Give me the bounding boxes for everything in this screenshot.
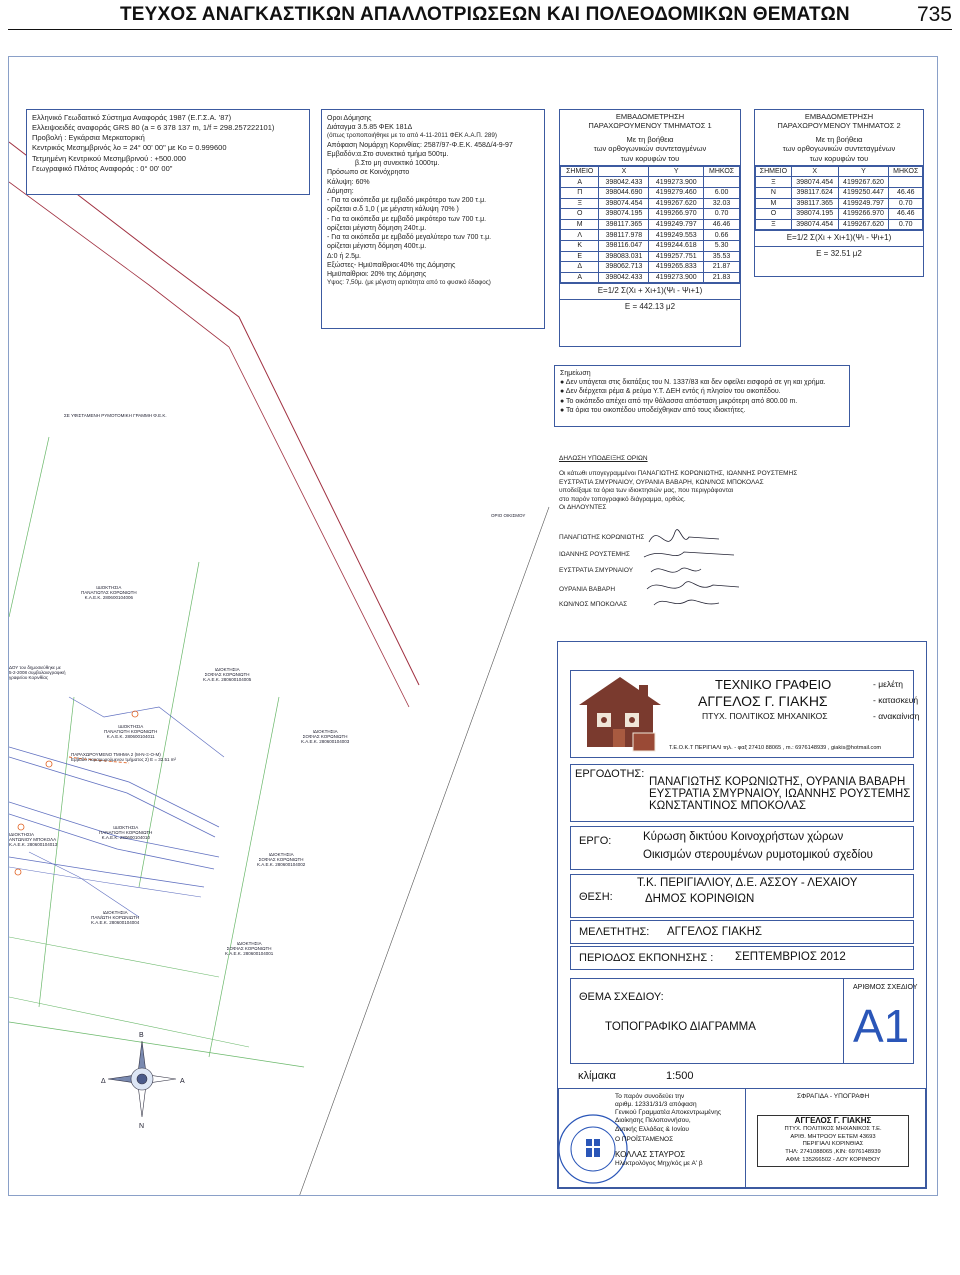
table-cell: 398074.454 xyxy=(599,198,649,209)
scale-label: κλίμακα xyxy=(578,1070,616,1082)
note-item: ● Δεν διέρχεται ρέμα & ρεύμα Υ.Τ. ΔΕΗ εντός ή πλησίον του οικοπέδου. xyxy=(560,388,781,396)
title-block xyxy=(557,641,927,1189)
table-cell: 398074.195 xyxy=(791,209,838,220)
table-row xyxy=(756,198,923,209)
engineer-row: ΜΕΛΕΤΗΤΗΣ: ΑΓΓΕΛΟΣ ΓΙΑΚΗΣ xyxy=(570,920,914,944)
compass-letter-s: Ν xyxy=(139,1123,145,1130)
boundary-label: ΣΕ ΥΦΙΣΤΑΜΕΝΗ ΡΥΜΟΤΟΜΙΚΗ ΓΡΑΜΜΗ Φ.Ε.Κ. xyxy=(64,413,167,418)
table-cell: 4199249.797 xyxy=(838,198,889,209)
table-cell: 398074.454 xyxy=(791,177,838,188)
geodetic-line: Κεντρικός Μεσημβρινός λο = 24° 00' 00" με Κο = 0.999600 xyxy=(32,143,227,153)
terms-line: - Για τα οικόπεδα με εμβαδό μικρότερο των 700 τ.μ. xyxy=(327,215,487,223)
terms-line: Εξώστες- Ημιϋπαίθριοι:40% της Δόμησης xyxy=(327,261,456,269)
table-row xyxy=(561,188,740,199)
road-line xyxy=(29,852,139,917)
drawing-subject: ΤΟΠΟΓΡΑΦΙΚΟ ΔΙΑΓΡΑΜΜΑ xyxy=(605,1021,756,1033)
parcel-label: ΙΔΙΟΚΤΗΣΙΑ ΣΟΦΙΑΣ ΚΟΡΩΝΙΩΤΗ Κ.Α.Ε.Κ. 280600104003 xyxy=(301,729,350,745)
parcel-line xyxy=(9,437,49,617)
table-row xyxy=(756,219,923,230)
terms-line: Κάλυψη: 60% xyxy=(327,178,370,186)
table-row xyxy=(756,209,923,220)
geodetic-line: Ελληνικό Γεωδαιτικό Σύστημα Αναφοράς 1987 (Ε.Γ.Σ.Α. '87) xyxy=(32,113,232,122)
coordinates-table-2: ΣΗΜΕΙΟ Χ Υ ΜΗΚΟΣ Ξ 398074.454 4199267.620 Ν 398117.624 4199250.447 46.46 Μ 398117.365 4199249.797 0.70 Ο 398074.195 4199266.970 46.46 Ξ 398074.454 4199267.620 0.70 xyxy=(755,166,923,231)
signatory: ΟΥΡΑΝΙΑ ΒΑΒΑΡΗ xyxy=(559,586,616,593)
table-cell: 398062.713 xyxy=(599,262,649,273)
signatory: ΚΩΝ/ΝΟΣ ΜΠΟΚΟΛΑΣ xyxy=(559,601,628,608)
area-result-2: Ε = 32.51 μ2 xyxy=(755,246,923,262)
table-cell: Κ xyxy=(561,241,599,252)
table-cell: 4199267.620 xyxy=(838,177,889,188)
terms-line: β.Στο μη συνεκτικό 1000τμ. xyxy=(355,160,440,168)
note-item: ● Τα όρια του οικοπέδου υποδείχθηκαν από τους ιδιοκτήτες. xyxy=(560,406,746,414)
declaration-line: υποδείξαμε τα όρια των ιδιοκτησιών μας, που περιγράφονται xyxy=(559,487,734,495)
table-cell: 0.70 xyxy=(704,209,740,220)
table-cell: Μ xyxy=(756,198,792,209)
period-row: ΠΕΡΙΟΔΟΣ ΕΚΠΟΝΗΣΗΣ : ΣΕΠΤΕΜΒΡΙΟΣ 2012 xyxy=(570,946,914,970)
terms-line: Υψος: 7,50μ. (με μέγιστη αρτιότητα από το φυσικό έδαφος) xyxy=(327,279,491,287)
location-line: Τ.Κ. ΠΕΡΙΓΙΑΛΙΟΥ, Δ.Ε. ΑΣΣΟΥ - ΛΕΧΑΙΟΥ xyxy=(637,877,858,889)
table-cell: 398117.365 xyxy=(791,198,838,209)
table-cell: Ν xyxy=(756,188,792,199)
parcel-label: ΙΔΙΟΚΤΗΣΙΑ ΣΟΦΙΑΣ ΚΟΡΩΝΙΩΤΗ Κ.Α.Ε.Κ. 280600104001 xyxy=(225,941,274,957)
geodetic-reference-box xyxy=(26,109,310,195)
location-row: ΘΕΣΗ: Τ.Κ. ΠΕΡΙΓΙΑΛΙΟΥ, Δ.Ε. ΑΣΣΟΥ - ΛΕΧΑΙΟΥ ΔΗΜΟΣ ΚΟΡΙΝΘΙΩΝ xyxy=(570,874,914,918)
parcel-line xyxy=(39,697,74,1007)
table-cell: 4199265.833 xyxy=(649,262,704,273)
engineer-stamp: ΑΓΓΕΛΟΣ Γ. ΓΙΑΚΗΣ ΠΤΥΧ. ΠΟΛΙΤΙΚΟΣ ΜΗΧΑΝΙΚΟΣ Τ.Ε. ΑΡΙΘ. ΜΗΤΡΩΟΥ ΕΕΤΕΜ 43693 ΠΕΡΙΓΙΑΛΙ ΚΟΡΙΝΘΙΑΣ ΤΗΛ: 2741088065 ,ΚΙΝ: 6976148939 ΑΦΜ: 135266502 - ΔΟΥ ΚΟΡΙΝΘΟΥ xyxy=(757,1115,909,1167)
table-cell: Α xyxy=(561,177,599,188)
table-row xyxy=(756,177,923,188)
table-cell xyxy=(704,177,740,188)
terms-line: Απόφαση Νομάρχη Κορινθίας: 2587/97-Φ.Ε.Κ. 458Δ/4-9-97 xyxy=(327,141,513,149)
table-cell: 4199266.970 xyxy=(649,209,704,220)
table-cell: Μ xyxy=(561,219,599,230)
signatory: ΕΥΣΤΡΑΤΙΑ ΣΜΥΡΝΑΙΟΥ xyxy=(559,567,634,574)
table-cell: Λ xyxy=(561,230,599,241)
service-item: - μελέτη xyxy=(873,679,904,689)
note-item: ● Δεν υπάγεται στις διατάξεις του Ν. 1337/83 και δεν οφείλει εισφορά σε γη και χρήμα. xyxy=(560,379,826,387)
employer-line: ΠΑΝΑΓΙΩΤΗΣ ΚΟΡΩΝΙΩΤΗΣ, ΟΥΡΑΝΙΑ ΒΑΒΑΡΗ xyxy=(649,776,906,788)
table-row xyxy=(756,188,923,199)
terms-line: Οροι Δόμησης xyxy=(327,115,372,122)
table-cell: 4199266.970 xyxy=(838,209,889,220)
table-cell: 398117.624 xyxy=(791,188,838,199)
terms-line: Διάταγμα 3.5.85 ΦΕΚ 181Δ xyxy=(327,124,413,132)
service-item: - κατασκευή xyxy=(873,695,919,705)
compass-letter-e: Α xyxy=(180,1078,185,1085)
table-cell: 398117.365 xyxy=(599,219,649,230)
parcel-label: ΙΔΙΟΚΤΗΣΙΑ ΣΟΦΙΑΣ ΚΟΡΩΝΙΩΤΗ Κ.Α.Ε.Κ. 280600104002 xyxy=(257,852,306,868)
segment-label: ΠΑΡΑΧΩΡΟΥΜΕΝΟ ΤΜΗΜΑ 2 (Μ-Ν-Ξ-Ο-Μ) Εμβαδό παραχωρούμενου τμήματος 2) Ε = 32.51 m² xyxy=(71,752,177,763)
area-table-2-title: ΕΜΒΑΔΟΜΕΤΡΗΣΗ ΠΑΡΑΧΩΡΟΥΜΕΝΟΥ ΤΜΗΜΑΤΟΣ 2 Με τη βοήθεια των ορθογωνικών συντεταγμένων των κορυφών του xyxy=(755,110,923,166)
table-cell: 46.46 xyxy=(889,209,923,220)
table-cell: Ξ xyxy=(561,198,599,209)
project-line: Κύρωση δικτύου Κοινοχρήστων χώρων xyxy=(643,831,844,843)
drawing-number: A1 xyxy=(853,1000,910,1052)
terms-line: ορίζεται σ.δ 1,0 ( με μέγιστη κάλυψη 70% ) xyxy=(327,206,459,214)
table-cell: 6.00 xyxy=(704,188,740,199)
geodetic-line: Γεωγραφικό Πλάτος Αναφοράς : 0° 00' 00" xyxy=(32,163,173,173)
parcel-line xyxy=(209,697,279,1057)
table-row xyxy=(561,177,740,188)
table-cell: Ε xyxy=(561,251,599,262)
compass-letter-n: Β xyxy=(139,1032,144,1039)
table-cell: 0.70 xyxy=(889,198,923,209)
table-row xyxy=(561,230,740,241)
company-contact: Τ.Ε.Ο.Κ.Τ ΠΕΡΙΓΙΑΛΙ τηλ. - φαξ 27410 88065 , m.: 6976148939 , giakis@hotmail.com xyxy=(669,745,882,751)
area-table-2 xyxy=(754,109,924,277)
declaration-line: Οι κάτωθι υπογεγραμμένοι ΠΑΝΑΓΙΩΤΗΣ ΚΟΡΩΝΙΩΤΗΣ, ΙΩΑΝΝΗΣ ΡΟΥΣΤΕΜΗΣ xyxy=(559,470,798,478)
geodetic-line: Τετμημένη Κεντρικού Μεσημβρινού : +500.000 xyxy=(32,153,186,163)
parcel-line xyxy=(9,1022,304,1067)
area-formula-2: Ε=1/2 Σ(Χι + Χι+1)(Ψι - Ψι+1) xyxy=(755,230,923,246)
signatory: ΠΑΝΑΓΙΩΤΗΣ ΚΟΡΩΝΙΩΤΗΣ xyxy=(559,534,645,541)
table-row xyxy=(561,262,740,273)
declaration-line: στο παρόν τοπογραφικό διάγραμμα, ορθώς. xyxy=(559,495,686,503)
table-cell: 398074.195 xyxy=(599,209,649,220)
table-row xyxy=(561,241,740,252)
parcel-label: ΙΔΙΟΚΤΗΣΙΑ ΑΝΤΩΝΙΟΥ ΜΠΟΚΟΛΑ Κ.Α.Ε.Κ. 280600104013 xyxy=(9,832,58,848)
company-header xyxy=(570,670,920,758)
terms-line: Δόμηση: xyxy=(327,187,354,195)
table-cell: 4199244.618 xyxy=(649,241,704,252)
terms-line: - Για τα οικόπεδα με εμβαδό μικρότερο των 200 τ.μ. xyxy=(327,197,487,205)
table-cell: 4199257.751 xyxy=(649,251,704,262)
settlement-limit-line xyxy=(299,507,549,1196)
table-cell: 4199267.620 xyxy=(838,219,889,230)
approval-row xyxy=(558,1088,926,1188)
terms-line: (όπως τροποποιήθηκε με το από 4-11-2011 ΦΕΚ Α.Α.Π. 289) xyxy=(327,132,497,140)
location-line: ΔΗΜΟΣ ΚΟΡΙΝΘΙΩΝ xyxy=(645,893,755,905)
signatory: ΙΩΑΝΝΗΣ ΡΟΥΣΤΕΜΗΣ xyxy=(559,551,630,558)
terms-line: Δ:0 ή 2.5μ. xyxy=(327,252,362,260)
table-cell: 35.53 xyxy=(704,251,740,262)
handwritten-signatures xyxy=(639,517,749,617)
project-row: ΕΡΓΟ: Κύρωση δικτύου Κοινοχρήστων χώρων Οικισμών στερουμένων ρυμοτομικού σχεδίου xyxy=(570,826,914,870)
table-cell: 4199279.460 xyxy=(649,188,704,199)
employer-row: ΕΡΓΟΔΟΤΗΣ: ΠΑΝΑΓΙΩΤΗΣ ΚΟΡΩΝΙΩΤΗΣ, ΟΥΡΑΝΙΑ ΒΑΒΑΡΗ ΕΥΣΤΡΑΤΙΑ ΣΜΥΡΝΑΙΟΥ, ΙΩΑΝΝΗΣ ΡΟΥΣΤΕΜΗΣ ΚΩΝΣΤΑΝΤΙΝΟΣ ΜΠΟΚΟΛΑΣ xyxy=(570,764,914,822)
company-subtitle: ΠΤΥΧ. ΠΟΛΙΤΙΚΟΣ ΜΗΧΑΝΙΚΟΣ xyxy=(702,711,828,721)
parcel-label: ΙΔΙΟΚΤΗΣΙΑ ΠΑΝΑΓΙΩΤΑΣ ΚΟΡΩΝΙΩΤΗ Κ.Α.Ε.Κ. 280600104006 xyxy=(81,585,137,601)
table-cell: 398116.047 xyxy=(599,241,649,252)
table-cell: 46.46 xyxy=(889,188,923,199)
coordinates-table-1: ΣΗΜΕΙΟ Χ Υ ΜΗΚΟΣ Α 398042.433 4199273.900 Π 398044.690 4199279.460 6.00 Ξ 398074.454 4199267.620 32.03 Ο 398074.195 4199266.970 0.70 Μ 398117.365 4199249.797 46.46 Λ 398117.978 4199249.553 0.66 Κ 398116.047 4199244.618 5.30 Ε 398083.031 4199257.751 35.53 Δ 398062.713 4199265.833 21.87 Α 398042.433 4199273.900 21.83 xyxy=(560,166,740,284)
project-line: Οικισμών στερουμένων ρυμοτομικού σχεδίου xyxy=(643,849,873,861)
table-row xyxy=(561,198,740,209)
table-cell: Ο xyxy=(756,209,792,220)
drawing-sheet xyxy=(8,56,938,1196)
area-table-1-title: ΕΜΒΑΔΟΜΕΤΡΗΣΗ ΠΑΡΑΧΩΡΟΥΜΕΝΟΥ ΤΜΗΜΑΤΟΣ 1 Με τη βοήθεια των ορθογωνικών συντεταγμένων των κορυφών του xyxy=(560,110,740,166)
table-row xyxy=(561,209,740,220)
terms-line: ορίζεται μέγιστη δόμηση 400τ.μ. xyxy=(327,243,427,251)
divider xyxy=(843,979,844,1063)
geodetic-line: Ελλειψοειδές αναφοράς GRS 80 (a = 6 378 137 m, 1/f = 298.257222101) xyxy=(32,123,275,133)
table-cell: 4199273.900 xyxy=(649,177,704,188)
table-row xyxy=(561,251,740,262)
table-cell: 21.83 xyxy=(704,272,740,283)
table-cell: 46.46 xyxy=(704,219,740,230)
building-terms-box xyxy=(321,109,545,329)
declaration-line: Οι ΔΗΛΟΥΝΤΕΣ xyxy=(559,504,607,512)
table-cell: 0.70 xyxy=(889,219,923,230)
approval-text: Το παρόν συνοδεύει την αριθμ. 12331/31/3 απόφαση Γενικού Γραμματέα Αποκεντρωμένης Διοίκησης Πελοποννήσου, Δυτικής Ελλάδας & Ιονίου Ο ΠΡΟΪΣΤΑΜΕΝΟΣ ΚΟΛΛΑΣ ΣΤΑΥΡΟΣ Ηλεκτρολόγος Μηχ/κός με Α' β xyxy=(615,1093,721,1167)
table-cell: 398117.978 xyxy=(599,230,649,241)
page-number: 735 xyxy=(916,3,952,26)
table-cell: Ο xyxy=(561,209,599,220)
parcel-label: ΙΔΙΟΚΤΗΣΙΑ ΠΑΝ/ΩΤΗ ΚΟΡΩΝΙΩΤΗ Κ.Α.Ε.Κ. 280600104004 xyxy=(91,910,140,926)
company-title: ΤΕΧΝΙΚΟ ΓΡΑΦΕΙΟ xyxy=(715,677,832,692)
page-header xyxy=(8,2,952,30)
engineer-name: ΑΓΓΕΛΟΣ ΓΙΑΚΗΣ xyxy=(667,926,762,938)
note-item: ● Το οικόπεδο απέχει από την θάλασσα απόσταση μικρότερη από 800.00 m. xyxy=(560,397,798,405)
table-cell: 4199267.620 xyxy=(649,198,704,209)
marker-dot xyxy=(46,761,52,767)
terms-line: - Για τα οικόπεδα με εμβαδό μεγαλύτερο των 700 τ.μ. xyxy=(327,234,492,242)
table-cell: 4199250.447 xyxy=(838,188,889,199)
service-item: - ανακαίνιση xyxy=(873,711,920,721)
compass-letter-w: Δ xyxy=(101,1078,106,1085)
table-cell: 4199249.797 xyxy=(649,219,704,230)
left-edge-note: ΔΟΥ του δημοσιεύθηκε με 5-2-2008 συμβολαιογραφική γραφείου Κορινθίας xyxy=(9,665,66,681)
table-cell: 4199273.900 xyxy=(649,272,704,283)
table-cell: Δ xyxy=(561,262,599,273)
table-cell: Α xyxy=(561,272,599,283)
seal-label: ΣΦΡΑΓΙΔΑ - ΥΠΟΓΡΑΦΗ xyxy=(797,1093,870,1100)
parcel-label: ΙΔΙΟΚΤΗΣΙΑ ΣΟΦΙΑΣ ΚΟΡΩΝΙΩΤΗ Κ.Α.Ε.Κ. 280600104005 xyxy=(203,667,252,683)
table-cell: 398083.031 xyxy=(599,251,649,262)
table-cell: 5.30 xyxy=(704,241,740,252)
marker-dot xyxy=(18,824,24,830)
compass-rose xyxy=(108,1041,176,1117)
declaration-title: ΔΗΛΩΣΗ ΥΠΟΔΕΙΞΗΣ ΟΡΙΩΝ xyxy=(559,455,648,462)
geodetic-line: Προβολή : Εγκάρσια Μερκατορική xyxy=(32,133,145,143)
parcel-label: ΙΔΙΟΚΤΗΣΙΑ ΠΑΝΑΓΙΩΤΗ ΚΟΡΩΝΙΩΤΗ Κ.Α.Ε.Κ. 280600104010 xyxy=(99,825,153,841)
subject-row: ΘΕΜΑ ΣΧΕΔΙΟΥ: ΤΟΠΟΓΡΑΦΙΚΟ ΔΙΑΓΡΑΜΜΑ ΑΡΙΘΜΟΣ ΣΧΕΔΙΟΥ A1 xyxy=(570,978,914,1064)
parcel-line xyxy=(9,997,249,1047)
area-result-1: Ε = 442.13 μ2 xyxy=(560,299,740,315)
parcel-line xyxy=(9,937,219,977)
period-value: ΣΕΠΤΕΜΒΡΙΟΣ 2012 xyxy=(735,951,846,963)
terms-line: Ημιϋπαίθριοι: 20% της Δόμησης xyxy=(327,271,427,279)
settlement-limit-label: ΟΡΙΟ ΟΙΚΙΣΜΟΥ xyxy=(491,513,526,518)
area-formula-1: Ε=1/2 Σ(Χι + Χι+1)(Ψι - Ψι+1) xyxy=(560,283,740,299)
table-cell: 398074.454 xyxy=(791,219,838,230)
marker-dot xyxy=(132,711,138,717)
table-cell: Ξ xyxy=(756,219,792,230)
table-cell: Ξ xyxy=(756,177,792,188)
table-cell: 0.66 xyxy=(704,230,740,241)
scale-value: 1:500 xyxy=(666,1070,694,1082)
table-row xyxy=(561,272,740,283)
table-cell xyxy=(889,177,923,188)
company-owner: ΑΓΓΕΛΟΣ Γ. ΓΙΑΚΗΣ xyxy=(698,693,828,709)
terms-line: Εμβαδόν:α.Στο συνεκτικό τμήμα 500τμ. xyxy=(327,151,449,158)
employer-line: ΚΩΝΣΤΑΝΤΙΝΟΣ ΜΠΟΚΟΛΑΣ xyxy=(649,800,806,812)
table-cell: 398042.433 xyxy=(599,177,649,188)
table-cell: 398042.433 xyxy=(599,272,649,283)
notes-title: Σημείωση xyxy=(560,370,591,377)
company-logo-house-puzzle-icon xyxy=(573,673,668,753)
parcel-label: ΙΔΙΟΚΤΗΣΙΑ ΠΑΝΑΓΙΩΤΗ ΚΟΡΩΝΙΩΤΗ Κ.Α.Ε.Κ. 280600104011 xyxy=(104,724,158,740)
declaration-line: ΕΥΣΤΡΑΤΙΑ ΣΜΥΡΝΑΙΟΥ, ΟΥΡΑΝΙΑ ΒΑΒΑΡΗ, ΚΩΝ/ΝΟΣ ΜΠΟΚΟΛΑΣ xyxy=(559,478,764,486)
table-cell: 21.87 xyxy=(704,262,740,273)
marker-dot xyxy=(15,869,21,875)
page-title: ΤΕΥΧΟΣ ΑΝΑΓΚΑΣΤΙΚΩΝ ΑΠΑΛΛΟΤΡΙΩΣΕΩΝ ΚΑΙ ΠΟΛΕΟΔΟΜΙΚΩΝ ΘΕΜΑΤΩΝ xyxy=(120,4,850,25)
table-cell: Π xyxy=(561,188,599,199)
table-cell: 4199249.553 xyxy=(649,230,704,241)
terms-line: Πρόσωπο σε Κοινόχρηστο xyxy=(327,169,410,177)
table-cell: 398044.690 xyxy=(599,188,649,199)
boundary-declaration xyxy=(559,455,797,513)
table-row xyxy=(561,219,740,230)
employer-line: ΕΥΣΤΡΑΤΙΑ ΣΜΥΡΝΑΙΟΥ, ΙΩΑΝΝΗΣ ΡΟΥΣΤΕΜΗΣ xyxy=(649,788,911,800)
drawing-number-label: ΑΡΙΘΜΟΣ ΣΧΕΔΙΟΥ xyxy=(853,984,918,991)
terms-line: ορίζεται μέγιστη δόμηση 240τ.μ. xyxy=(327,224,427,232)
notes-box xyxy=(554,365,850,427)
table-cell: 32.03 xyxy=(704,198,740,209)
area-table-1 xyxy=(559,109,741,347)
